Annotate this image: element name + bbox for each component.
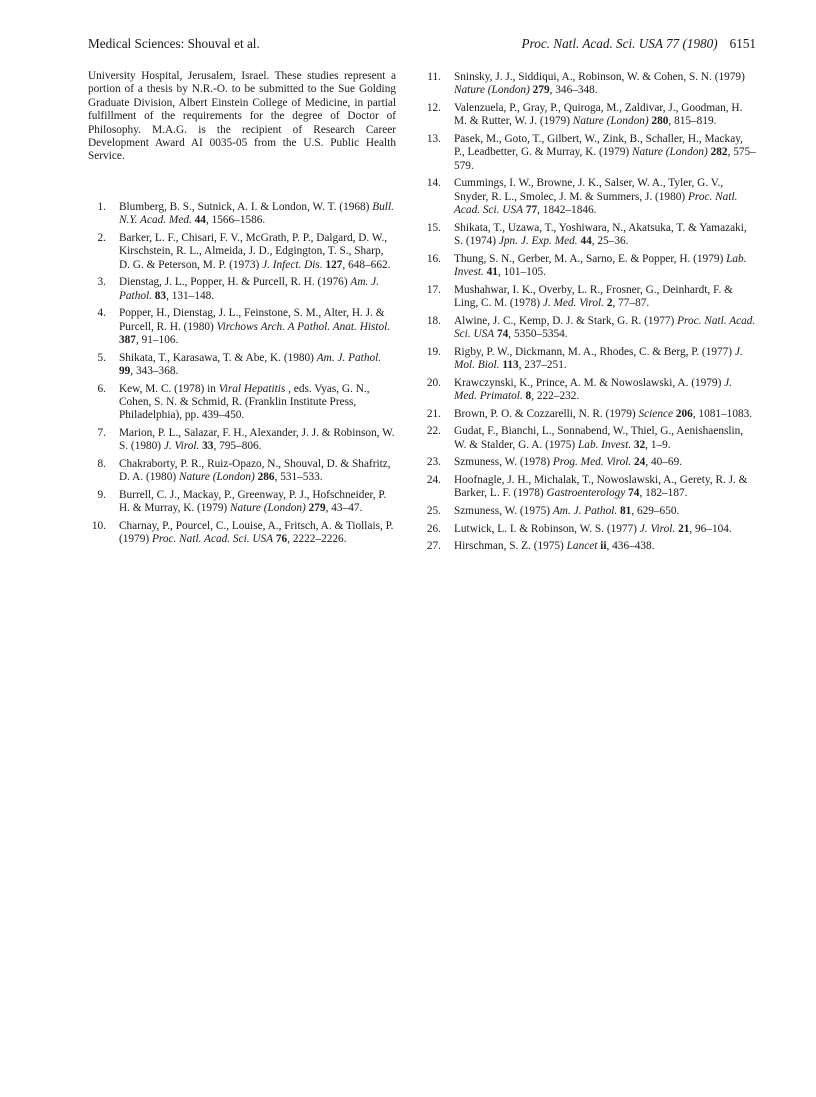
reference-volume: ii xyxy=(600,540,607,553)
reference-authors: Krawczynski, K., Prince, A. M. & Nowoslawski, A. (1979) xyxy=(454,376,725,389)
reference-journal: Lab. Invest. xyxy=(454,252,747,279)
reference-item xyxy=(423,177,756,217)
reference-authors: Charnay, P., Pourcel, C., Louise, A., Fritsch, A. & Tiollais, P. (1979) xyxy=(119,520,394,546)
reference-volume: 44 xyxy=(580,235,592,248)
reference-item xyxy=(423,377,756,404)
reference-journal: Nature (London) xyxy=(178,471,255,484)
reference-volume: 282 xyxy=(710,146,728,159)
reference-journal: Am. J. Pathol. xyxy=(119,276,379,302)
reference-pages: , 222–232. xyxy=(531,390,580,403)
reference-pages: , 1–9. xyxy=(645,438,671,451)
reference-authors: Shikata, T., Karasawa, T. & Abe, K. (1980) xyxy=(119,351,317,364)
reference-volume: 33 xyxy=(202,440,214,453)
reference-number: 22. xyxy=(426,425,441,438)
reference-volume: 206 xyxy=(675,407,693,420)
reference-authors: Sninsky, J. J., Siddiqui, A., Robinson, W. & Cohen, S. N. (1979) xyxy=(454,71,745,83)
reference-number: 19. xyxy=(426,345,441,358)
reference-item xyxy=(423,408,756,421)
reference-item xyxy=(423,222,756,249)
reference-number: 7. xyxy=(97,427,106,440)
reference-volume: 8 xyxy=(525,390,532,403)
reference-journal: Nature (London) xyxy=(572,115,649,128)
reference-number: 2. xyxy=(97,231,106,244)
reference-journal: Jpn. J. Exp. Med. xyxy=(498,235,578,248)
reference-journal: Science xyxy=(638,407,673,420)
reference-pages: , 1842–1846. xyxy=(537,204,597,217)
reference-pages: , 77–87. xyxy=(612,297,650,310)
reference-item xyxy=(423,315,756,342)
reference-journal: Nature (London) xyxy=(229,502,306,515)
reference-authors: Shikata, T., Uzawa, T., Yoshiwara, N., Akatsuka, T. & Yamazaki, S. (1974) xyxy=(454,221,747,248)
journal-citation xyxy=(522,36,756,52)
reference-authors: Valenzuela, P., Gray, P., Quiroga, M., Zaldivar, J., Goodman, H. M. & Rutter, W. J. (1979) xyxy=(454,102,743,128)
reference-item xyxy=(88,520,396,547)
reference-item xyxy=(88,383,396,423)
reference-pages: , 1566–1586. xyxy=(205,214,266,227)
reference-item xyxy=(423,71,756,98)
reference-item xyxy=(423,540,756,553)
reference-number: 14. xyxy=(426,177,441,190)
reference-number: 15. xyxy=(426,221,441,234)
reference-pages: , 815–819. xyxy=(668,115,717,128)
reference-pages: , 91–106. xyxy=(135,334,179,347)
reference-journal: J. Med. Virol. xyxy=(542,297,604,310)
reference-authors: Rigby, P. W., Dickmann, M. A., Rhodes, C. & Berg, P. (1977) xyxy=(454,345,735,358)
reference-number: 27. xyxy=(426,540,441,553)
reference-item xyxy=(88,458,396,485)
reference-item xyxy=(88,307,396,347)
running-title: Medical Sciences: Shouval et al. xyxy=(88,36,260,51)
reference-number: 1. xyxy=(97,200,106,213)
reference-number: 23. xyxy=(426,456,441,469)
reference-journal: J. Virol. xyxy=(163,440,200,453)
reference-journal: J. Mol. Biol. xyxy=(454,345,743,372)
reference-authors: Szmuness, W. (1978) xyxy=(454,456,553,469)
reference-pages: , 101–105. xyxy=(497,266,546,279)
reference-pages: , 25–36. xyxy=(591,235,629,248)
reference-number: 24. xyxy=(426,474,441,486)
reference-item xyxy=(423,425,756,452)
reference-volume: 44 xyxy=(194,214,206,227)
reference-authors: Lutwick, L. I. & Robinson, W. S. (1977) xyxy=(454,522,640,535)
reference-volume: 32 xyxy=(633,438,646,451)
reference-volume: 83 xyxy=(154,289,167,302)
reference-pages: , 575–579. xyxy=(454,146,756,172)
reference-number: 8. xyxy=(97,458,106,471)
reference-item xyxy=(423,133,756,173)
reference-item xyxy=(423,523,756,536)
reference-volume: 74 xyxy=(497,328,509,341)
reference-number: 18. xyxy=(426,314,441,327)
reference-number: 10. xyxy=(91,520,106,533)
reference-journal: Am. J. Pathol. xyxy=(552,505,618,517)
reference-authors: Marion, P. L., Salazar, F. H., Alexander, J. J. & Robinson, W. S. (1980) xyxy=(119,427,395,453)
reference-item xyxy=(423,253,756,280)
reference-journal: J. Virol. xyxy=(639,522,676,535)
reference-authors: Alwine, J. C., Kemp, D. J. & Stark, G. R. (1977) xyxy=(454,314,678,327)
reference-number: 11. xyxy=(427,71,441,83)
reference-item xyxy=(423,474,756,501)
reference-pages: , eds. Vyas, G. N., Cohen, S. N. & Schmid, R. (Franklin Institute Press, Philadelphia), pp. 439–450. xyxy=(119,382,370,422)
reference-number: 25. xyxy=(426,505,441,517)
reference-journal: Bull. N.Y. Acad. Med. xyxy=(119,200,394,227)
reference-item xyxy=(88,276,396,303)
reference-pages: , 5350–5354. xyxy=(508,328,568,341)
reference-journal: J. Med. Primatol. xyxy=(454,376,732,403)
reference-volume: 387 xyxy=(119,334,136,347)
reference-number: 4. xyxy=(97,307,106,320)
reference-authors: Hoofnagle, J. H., Michalak, T., Nowoslawski, A., Gerety, R. J. & Barker, L. F. (1978) xyxy=(454,474,748,500)
reference-volume: 279 xyxy=(532,84,550,97)
reference-volume: 99 xyxy=(119,365,131,378)
reference-pages: , 2222–2226. xyxy=(287,533,347,546)
reference-volume: 41 xyxy=(486,266,498,279)
reference-number: 9. xyxy=(97,489,106,502)
reference-number: 6. xyxy=(97,382,106,395)
reference-number: 26. xyxy=(426,522,441,535)
reference-number: 13. xyxy=(426,133,441,145)
reference-volume: 74 xyxy=(628,487,640,500)
reference-authors: Gudat, F., Bianchi, L., Sonnabend, W., Thiel, G., Aenishaenslin, W. & Stalder, G. A. (1975) xyxy=(454,425,744,451)
reference-volume: 286 xyxy=(257,471,275,484)
reference-item xyxy=(88,489,396,516)
reference-item xyxy=(88,201,396,228)
reference-volume: 279 xyxy=(308,502,326,515)
reference-pages: , 436–438. xyxy=(606,540,655,553)
reference-pages: , 43–47. xyxy=(325,502,363,515)
reference-item xyxy=(88,427,396,454)
reference-list-right xyxy=(423,71,756,554)
reference-journal: Lab. Invest. xyxy=(578,438,632,451)
acknowledgment-paragraph: University Hospital, Jerusalem, Israel. These studies represent a portion of a thesis by N.R.-O. to be submitted to the Sue Golding Graduate Division, Albert Einstein College of Medicine, in partial fulfillment of the requirements for the degree of Doctor of Philosophy. M.A.G. is the recipient of Research Career Development Award AI 0035-05 from the U.S. Public Health Service. xyxy=(88,70,396,163)
reference-authors: Popper, H., Dienstag, J. L., Feinstone, S. M., Alter, H. J. & Purcell, R. H. (1980) xyxy=(119,307,385,333)
reference-pages: , 795–806. xyxy=(213,440,262,453)
reference-pages: , 131–148. xyxy=(166,289,215,302)
reference-pages: , 96–104. xyxy=(689,522,732,535)
reference-authors: Mushahwar, I. K., Overby, L. R., Frosner, G., Deinhardt, F. & Ling, C. M. (1978) xyxy=(454,283,733,310)
reference-journal: J. Infect. Dis. xyxy=(262,258,323,271)
reference-item xyxy=(423,456,756,469)
reference-authors: Blumberg, B. S., Sutnick, A. I. & London, W. T. (1968) xyxy=(119,200,373,213)
reference-item xyxy=(423,102,756,129)
reference-authors: Cummings, I. W., Browne, J. K., Salser, W. A., Tyler, G. V., Snyder, R. L., Smolec, J. M. & Summers, J. (1980) xyxy=(454,177,724,203)
reference-number: 5. xyxy=(97,351,106,364)
reference-journal: Proc. Natl. Acad. Sci. USA xyxy=(151,533,274,546)
reference-authors: Brown, P. O. & Cozzarelli, N. R. (1979) xyxy=(454,407,639,420)
reference-item xyxy=(88,232,396,272)
left-column xyxy=(88,70,396,551)
reference-journal: Proc. Natl. Acad. Sci. USA xyxy=(454,190,738,217)
reference-pages: , 346–348. xyxy=(549,84,598,97)
reference-number: 3. xyxy=(97,276,106,289)
reference-volume: 76 xyxy=(275,533,288,546)
reference-pages: , 182–187. xyxy=(639,487,688,500)
reference-authors: Chakraborty, P. R., Ruiz-Opazo, N., Shouval, D. & Shafritz, D. A. (1980) xyxy=(119,458,391,484)
reference-authors: Dienstag, J. L., Popper, H. & Purcell, R. H. (1976) xyxy=(119,276,351,289)
right-column xyxy=(423,71,756,558)
reference-item xyxy=(88,352,396,379)
reference-journal: Virchows Arch. A Pathol. Anat. Histol. xyxy=(216,320,391,333)
reference-authors: Pasek, M., Goto, T., Gilbert, W., Zink, B., Schaller, H., Mackay, P., Leadbetter, G. & Murray, K. (1979) xyxy=(454,133,743,159)
reference-volume: 2 xyxy=(606,297,613,310)
reference-list-left xyxy=(88,201,396,547)
reference-volume: 127 xyxy=(325,258,343,271)
reference-item xyxy=(423,284,756,311)
reference-number: 17. xyxy=(426,283,441,296)
reference-volume: 113 xyxy=(502,359,519,372)
reference-authors: Kew, M. C. (1978) in xyxy=(119,382,219,395)
reference-journal: Viral Hepatitis xyxy=(218,382,286,395)
reference-authors: Hirschman, S. Z. (1975) xyxy=(454,540,567,553)
reference-journal: Nature (London) xyxy=(454,84,530,97)
reference-pages: , 531–533. xyxy=(274,471,323,484)
reference-journal: Lancet xyxy=(566,540,598,553)
reference-number: 16. xyxy=(426,252,441,265)
page-header xyxy=(88,36,756,52)
reference-pages: , 237–251. xyxy=(518,359,567,372)
reference-number: 21. xyxy=(426,407,441,420)
reference-number: 20. xyxy=(426,376,441,389)
reference-journal: Nature (London) xyxy=(631,146,708,159)
reference-authors: Burrell, C. J., Mackay, P., Greenway, P. J., Hofschneider, P. H. & Murray, K. (1979) xyxy=(119,489,387,515)
reference-authors: Szmuness, W. (1975) xyxy=(454,505,553,517)
reference-volume: 21 xyxy=(678,522,690,535)
reference-pages: , 40–69. xyxy=(645,456,683,469)
reference-volume: 81 xyxy=(620,505,632,517)
reference-volume: 280 xyxy=(651,115,669,128)
reference-journal: Proc. Natl. Acad. Sci. USA xyxy=(454,314,756,341)
reference-journal: Gastroenterology xyxy=(546,487,626,500)
reference-volume: 24 xyxy=(634,456,646,469)
reference-journal: Prog. Med. Virol. xyxy=(552,456,632,469)
reference-authors: Thung, S. N., Gerber, M. A., Sarno, E. & Popper, H. (1979) xyxy=(454,252,727,265)
reference-pages: , 629–650. xyxy=(631,505,680,517)
reference-authors: Barker, L. F., Chisari, F. V., McGrath, P. P., Dalgard, D. W., Kirschstein, R. L., Almeida, J. D., Edgington, T. S., Sharp, D. G. & Peterson, M. P. (1973) xyxy=(119,231,388,271)
reference-pages: , 1081–1083. xyxy=(692,407,753,420)
reference-item xyxy=(423,505,756,518)
reference-item xyxy=(423,346,756,373)
reference-pages: , 648–662. xyxy=(342,258,391,271)
page-number: 6151 xyxy=(729,36,756,51)
reference-number: 12. xyxy=(426,102,441,114)
reference-journal: Am. J. Pathol. xyxy=(316,351,382,364)
reference-volume: 77 xyxy=(525,204,538,217)
journal-name: Proc. Natl. Acad. Sci. USA 77 (1980) xyxy=(521,36,718,51)
reference-pages: , 343–368. xyxy=(130,365,179,378)
